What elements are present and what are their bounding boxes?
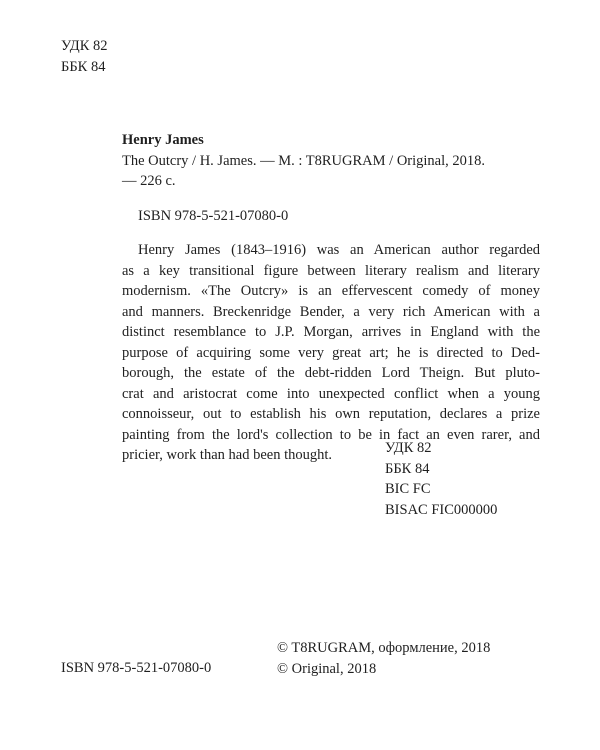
abstract-line: Henry James (1843–1916) was an American author regarded: [138, 242, 540, 258]
abstract-line: painting from the lord's collection to be in fact an even rarer, and: [122, 426, 540, 443]
bbk-code: ББК 84: [385, 460, 430, 477]
copyright-block: [277, 638, 490, 679]
classification-codes-right: [385, 438, 497, 520]
copyright-original: © Original, 2018: [277, 660, 377, 677]
copyright-design: © T8RUGRAM, оформление, 2018: [277, 640, 491, 656]
title-line: The Outcry / H. James. — M. : T8RUGRAM / Original, 2018.: [122, 152, 486, 169]
abstract-line: and manners. Breckenridge Bender, a very rich American with a: [122, 303, 540, 320]
author-name: Henry James: [122, 132, 204, 148]
abstract-line: pricier, work than had been thought.: [122, 447, 333, 463]
pages-line: — 226 с.: [122, 173, 176, 189]
isbn-record: ISBN 978-5-521-07080-0: [138, 208, 289, 224]
abstract-paragraph: [122, 240, 540, 466]
abstract-line: as a key transitional figure between literary realism and literary: [122, 262, 540, 279]
abstract-line: crat and aristocrat come into unexpected conflict when a young: [122, 385, 540, 402]
bic-code: BIC FC: [385, 481, 431, 497]
bbk-code: ББК 84: [61, 58, 106, 75]
udk-code: УДК 82: [61, 38, 108, 54]
abstract-line: purpose of acquiring some very great art; he is directed to Ded-: [122, 344, 540, 361]
classification-codes-top: [61, 36, 108, 77]
bibliographic-record: [122, 130, 542, 192]
abstract-line: borough, the estate of the debt-ridden Lord Theign. But pluto-: [122, 365, 540, 381]
bisac-code: BISAC FIC000000: [385, 501, 498, 518]
abstract-line: distinct resemblance to J.P. Morgan, arrives in England with the: [122, 324, 540, 340]
abstract-line: modernism. «The Outcry» is an effervescent comedy of money: [122, 283, 540, 299]
abstract-line: connoisseur, out to establish his own reputation, declares a prize: [122, 406, 540, 422]
udk-code: УДК 82: [385, 440, 432, 456]
isbn-bottom: ISBN 978-5-521-07080-0: [61, 660, 212, 676]
